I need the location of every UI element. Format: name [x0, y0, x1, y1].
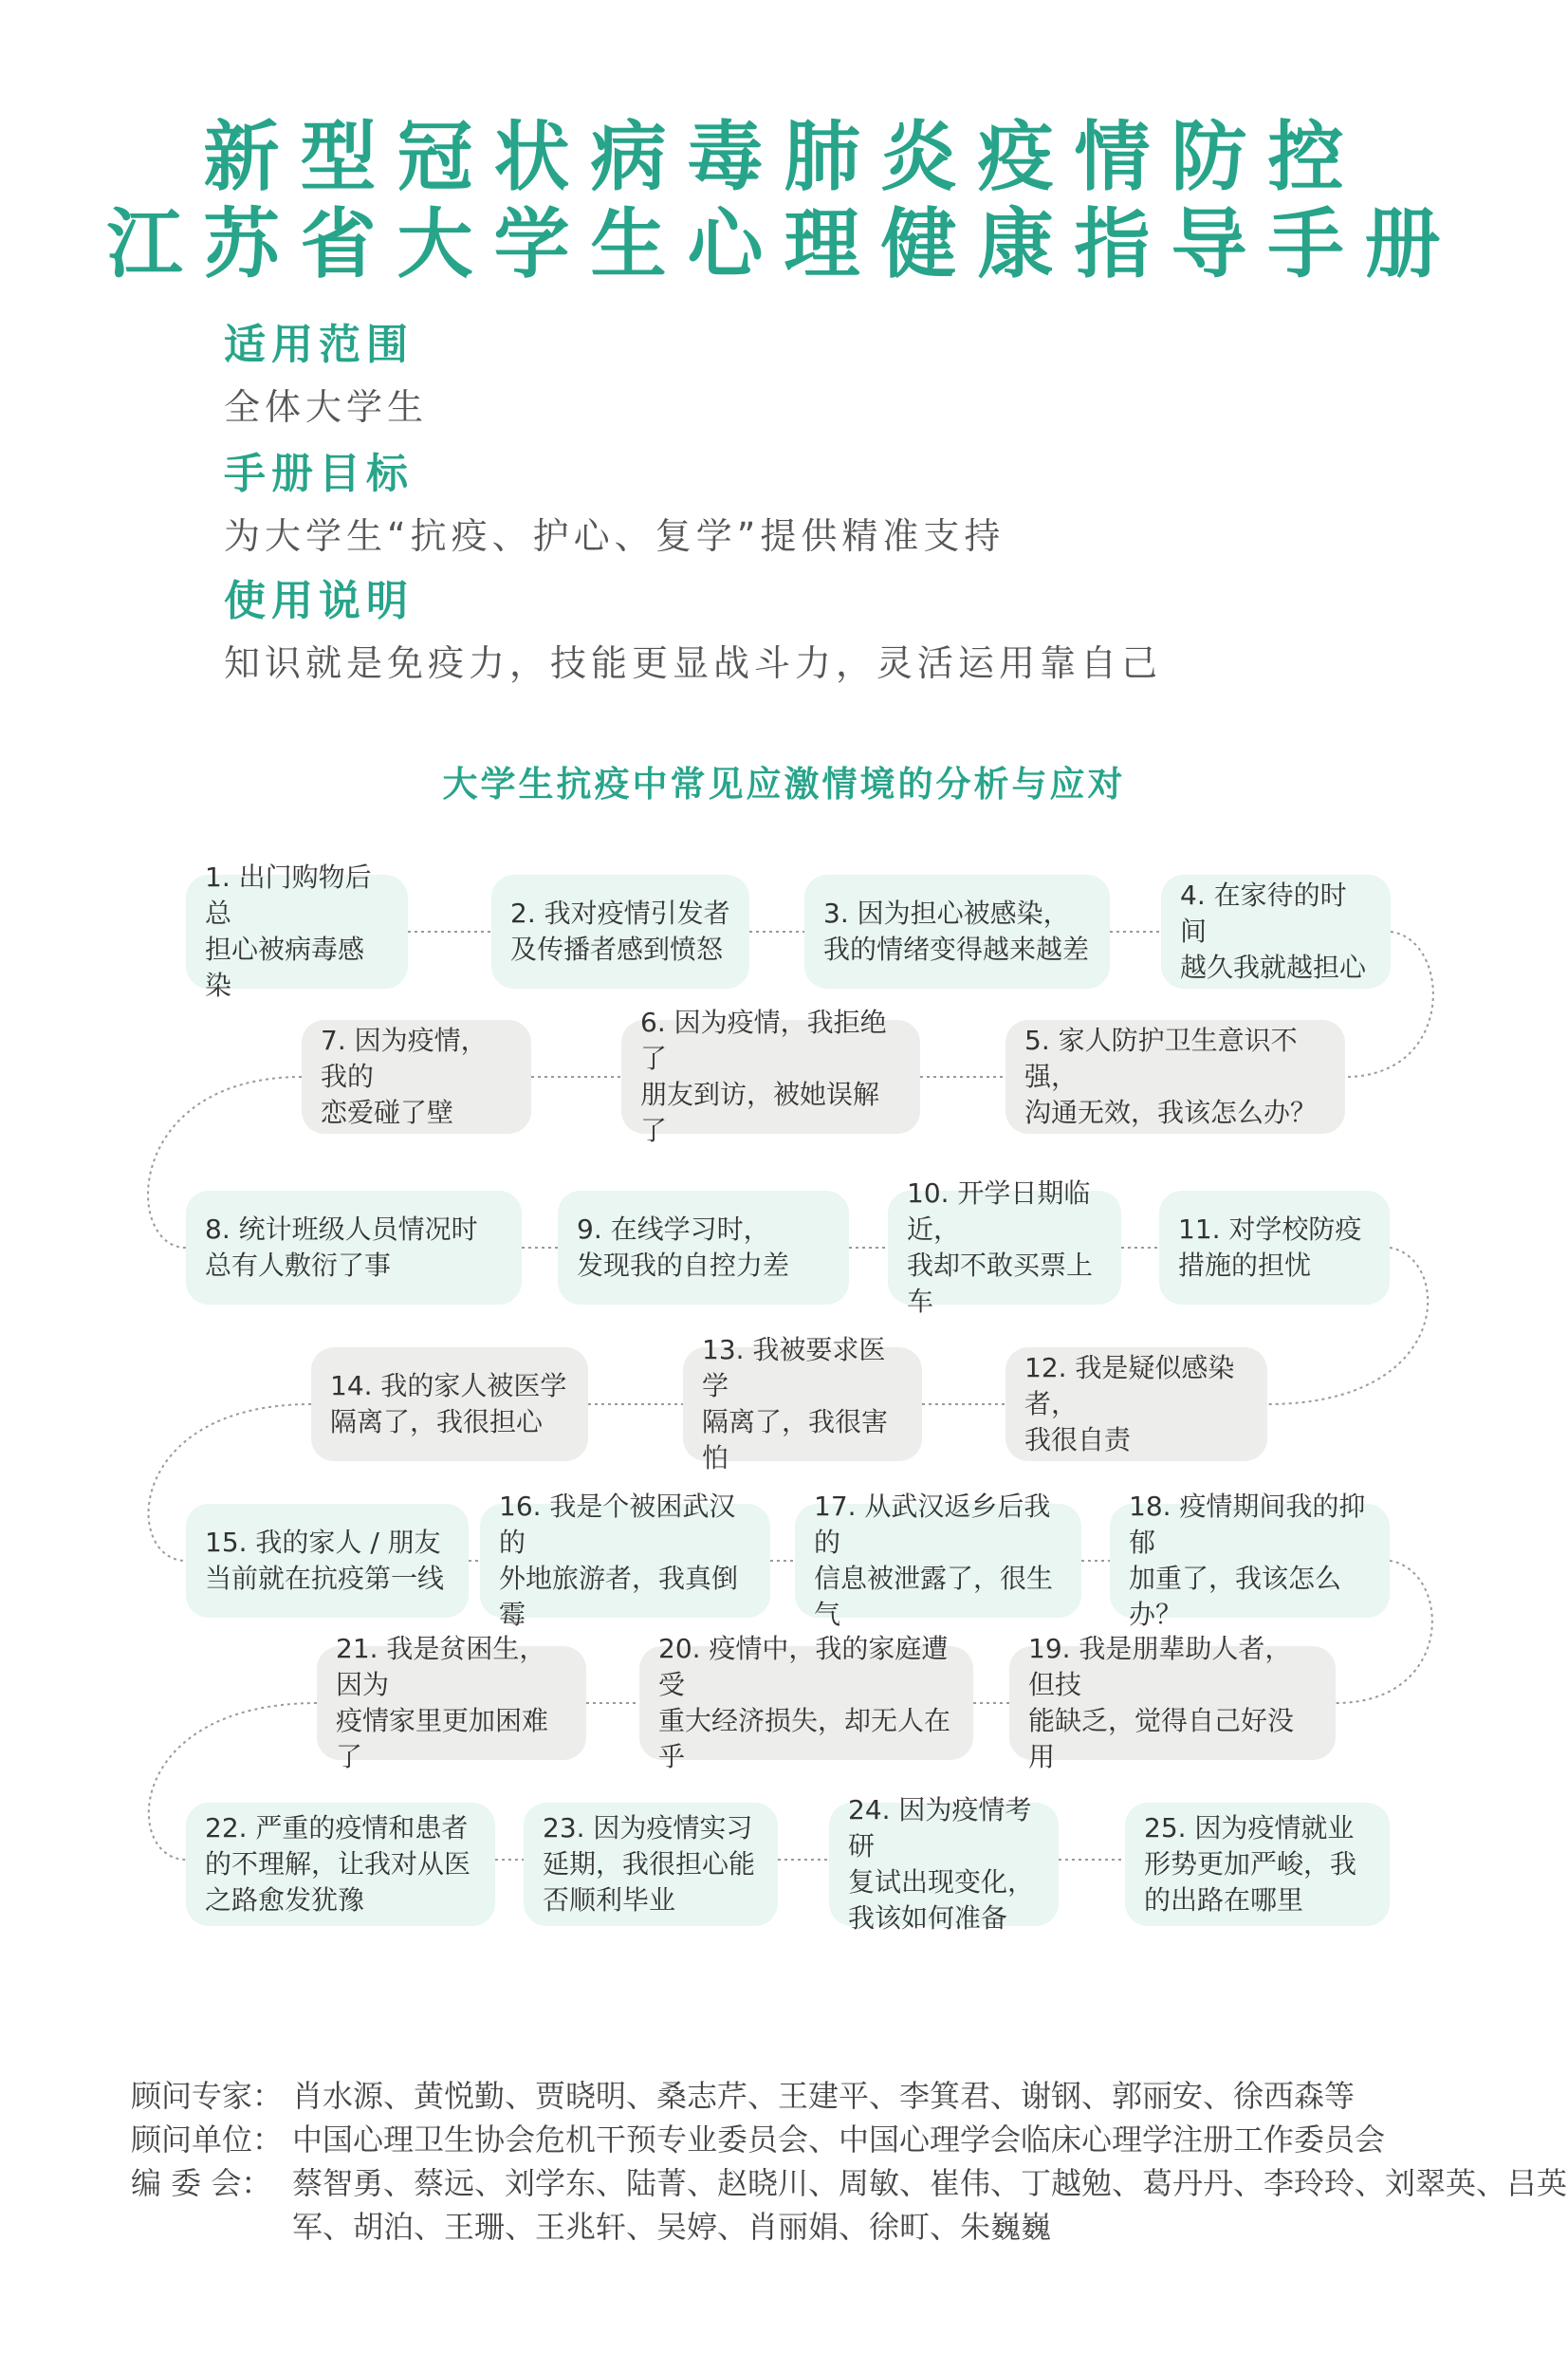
situation-item-21: 21. 我是贫困生，因为 疫情家里更加困难了: [317, 1646, 586, 1760]
advisors-label: 顾问专家：: [131, 2078, 284, 2114]
situation-item-11: 11. 对学校防疫 措施的担忧: [1159, 1191, 1390, 1305]
editors-label: 编 委 会：: [131, 2165, 272, 2201]
title-line-1: 新型冠状病毒肺炎疫情防控: [203, 113, 1365, 201]
situation-item-3: 3. 因为担心被感染， 我的情绪变得越来越差: [804, 875, 1110, 989]
situation-item-12: 12. 我是疑似感染者， 我很自责: [1005, 1347, 1267, 1461]
situation-item-23: 23. 因为疫情实习 延期，我很担心能 否顺利毕业: [524, 1803, 778, 1926]
situation-item-6: 6. 因为疫情，我拒绝了 朋友到访，被她误解了: [621, 1020, 920, 1134]
units-value: 中国心理卫生协会危机干预专业委员会、中国心理学会临床心理学注册工作委员会: [292, 2121, 1386, 2158]
situation-item-5: 5. 家人防护卫生意识不强， 沟通无效，我该怎么办？: [1005, 1020, 1345, 1134]
goal-label: 手册目标: [224, 450, 414, 498]
situation-item-25: 25. 因为疫情就业 形势更加严峻，我 的出路在哪里: [1125, 1803, 1390, 1926]
situation-item-16: 16. 我是个被困武汉的 外地旅游者，我真倒霉: [480, 1504, 770, 1618]
credit-row-advisors: [131, 2074, 1568, 2118]
situation-item-7: 7. 因为疫情，我的 恋爱碰了壁: [302, 1020, 531, 1134]
scope-value: 全体大学生: [224, 386, 429, 428]
credit-row-editors: [131, 2161, 1568, 2249]
flow-title: 大学生抗疫中常见应激情境的分析与应对: [442, 764, 1126, 805]
editors-value: 蔡智勇、蔡远、刘学东、陆菁、赵晓川、周敏、崔伟、丁越勉、葛丹丹、李玲玲、刘翠英、吕英军、胡泊、王珊、王兆轩、吴婷、肖丽娟、徐町、朱巍巍: [292, 2165, 1568, 2245]
situation-item-4: 4. 在家待的时间 越久我就越担心: [1161, 875, 1391, 989]
goal-value: 为大学生“抗疫、护心、复学”提供精准支持: [224, 515, 1005, 557]
units-label: 顾问单位：: [131, 2121, 284, 2158]
situation-item-13: 13. 我被要求医学 隔离了，我很害怕: [683, 1347, 922, 1461]
situation-item-9: 9. 在线学习时， 发现我的自控力差: [558, 1191, 849, 1305]
situation-item-17: 17. 从武汉返乡后我的 信息被泄露了，很生气: [795, 1504, 1081, 1618]
situation-item-15: 15. 我的家人 / 朋友 当前就在抗疫第一线: [186, 1504, 469, 1618]
advisors-value: 肖水源、黄悦勤、贾晓明、桑志芹、王建平、李箕君、谢钢、郭丽安、徐西森等: [292, 2078, 1356, 2114]
situation-item-24: 24. 因为疫情考研 复试出现变化， 我该如何准备: [829, 1803, 1059, 1926]
credit-row-units: [131, 2118, 1568, 2161]
situation-item-2: 2. 我对疫情引发者 及传播者感到愤怒: [491, 875, 749, 989]
credits: [131, 2074, 1568, 2249]
scope-label: 适用范围: [224, 321, 414, 369]
usage-value: 知识就是免疫力，技能更显战斗力，灵活运用靠自己: [224, 642, 1163, 684]
situation-item-14: 14. 我的家人被医学 隔离了，我很担心: [311, 1347, 588, 1461]
title-line-2: 江苏省大学生心理健康指导手册: [106, 200, 1462, 288]
situation-item-18: 18. 疫情期间我的抑郁 加重了，我该怎么办？: [1110, 1504, 1390, 1618]
situation-item-19: 19. 我是朋辈助人者，但技 能缺乏，觉得自己好没用: [1009, 1646, 1336, 1760]
situation-item-8: 8. 统计班级人员情况时 总有人敷衍了事: [186, 1191, 522, 1305]
usage-label: 使用说明: [224, 577, 414, 625]
situation-item-20: 20. 疫情中，我的家庭遭受 重大经济损失，却无人在乎: [639, 1646, 973, 1760]
situation-item-10: 10. 开学日期临近， 我却不敢买票上车: [888, 1191, 1121, 1305]
situation-item-22: 22. 严重的疫情和患者 的不理解，让我对从医 之路愈发犹豫: [186, 1803, 495, 1926]
situation-item-1: 1. 出门购物后总 担心被病毒感染: [186, 875, 408, 989]
